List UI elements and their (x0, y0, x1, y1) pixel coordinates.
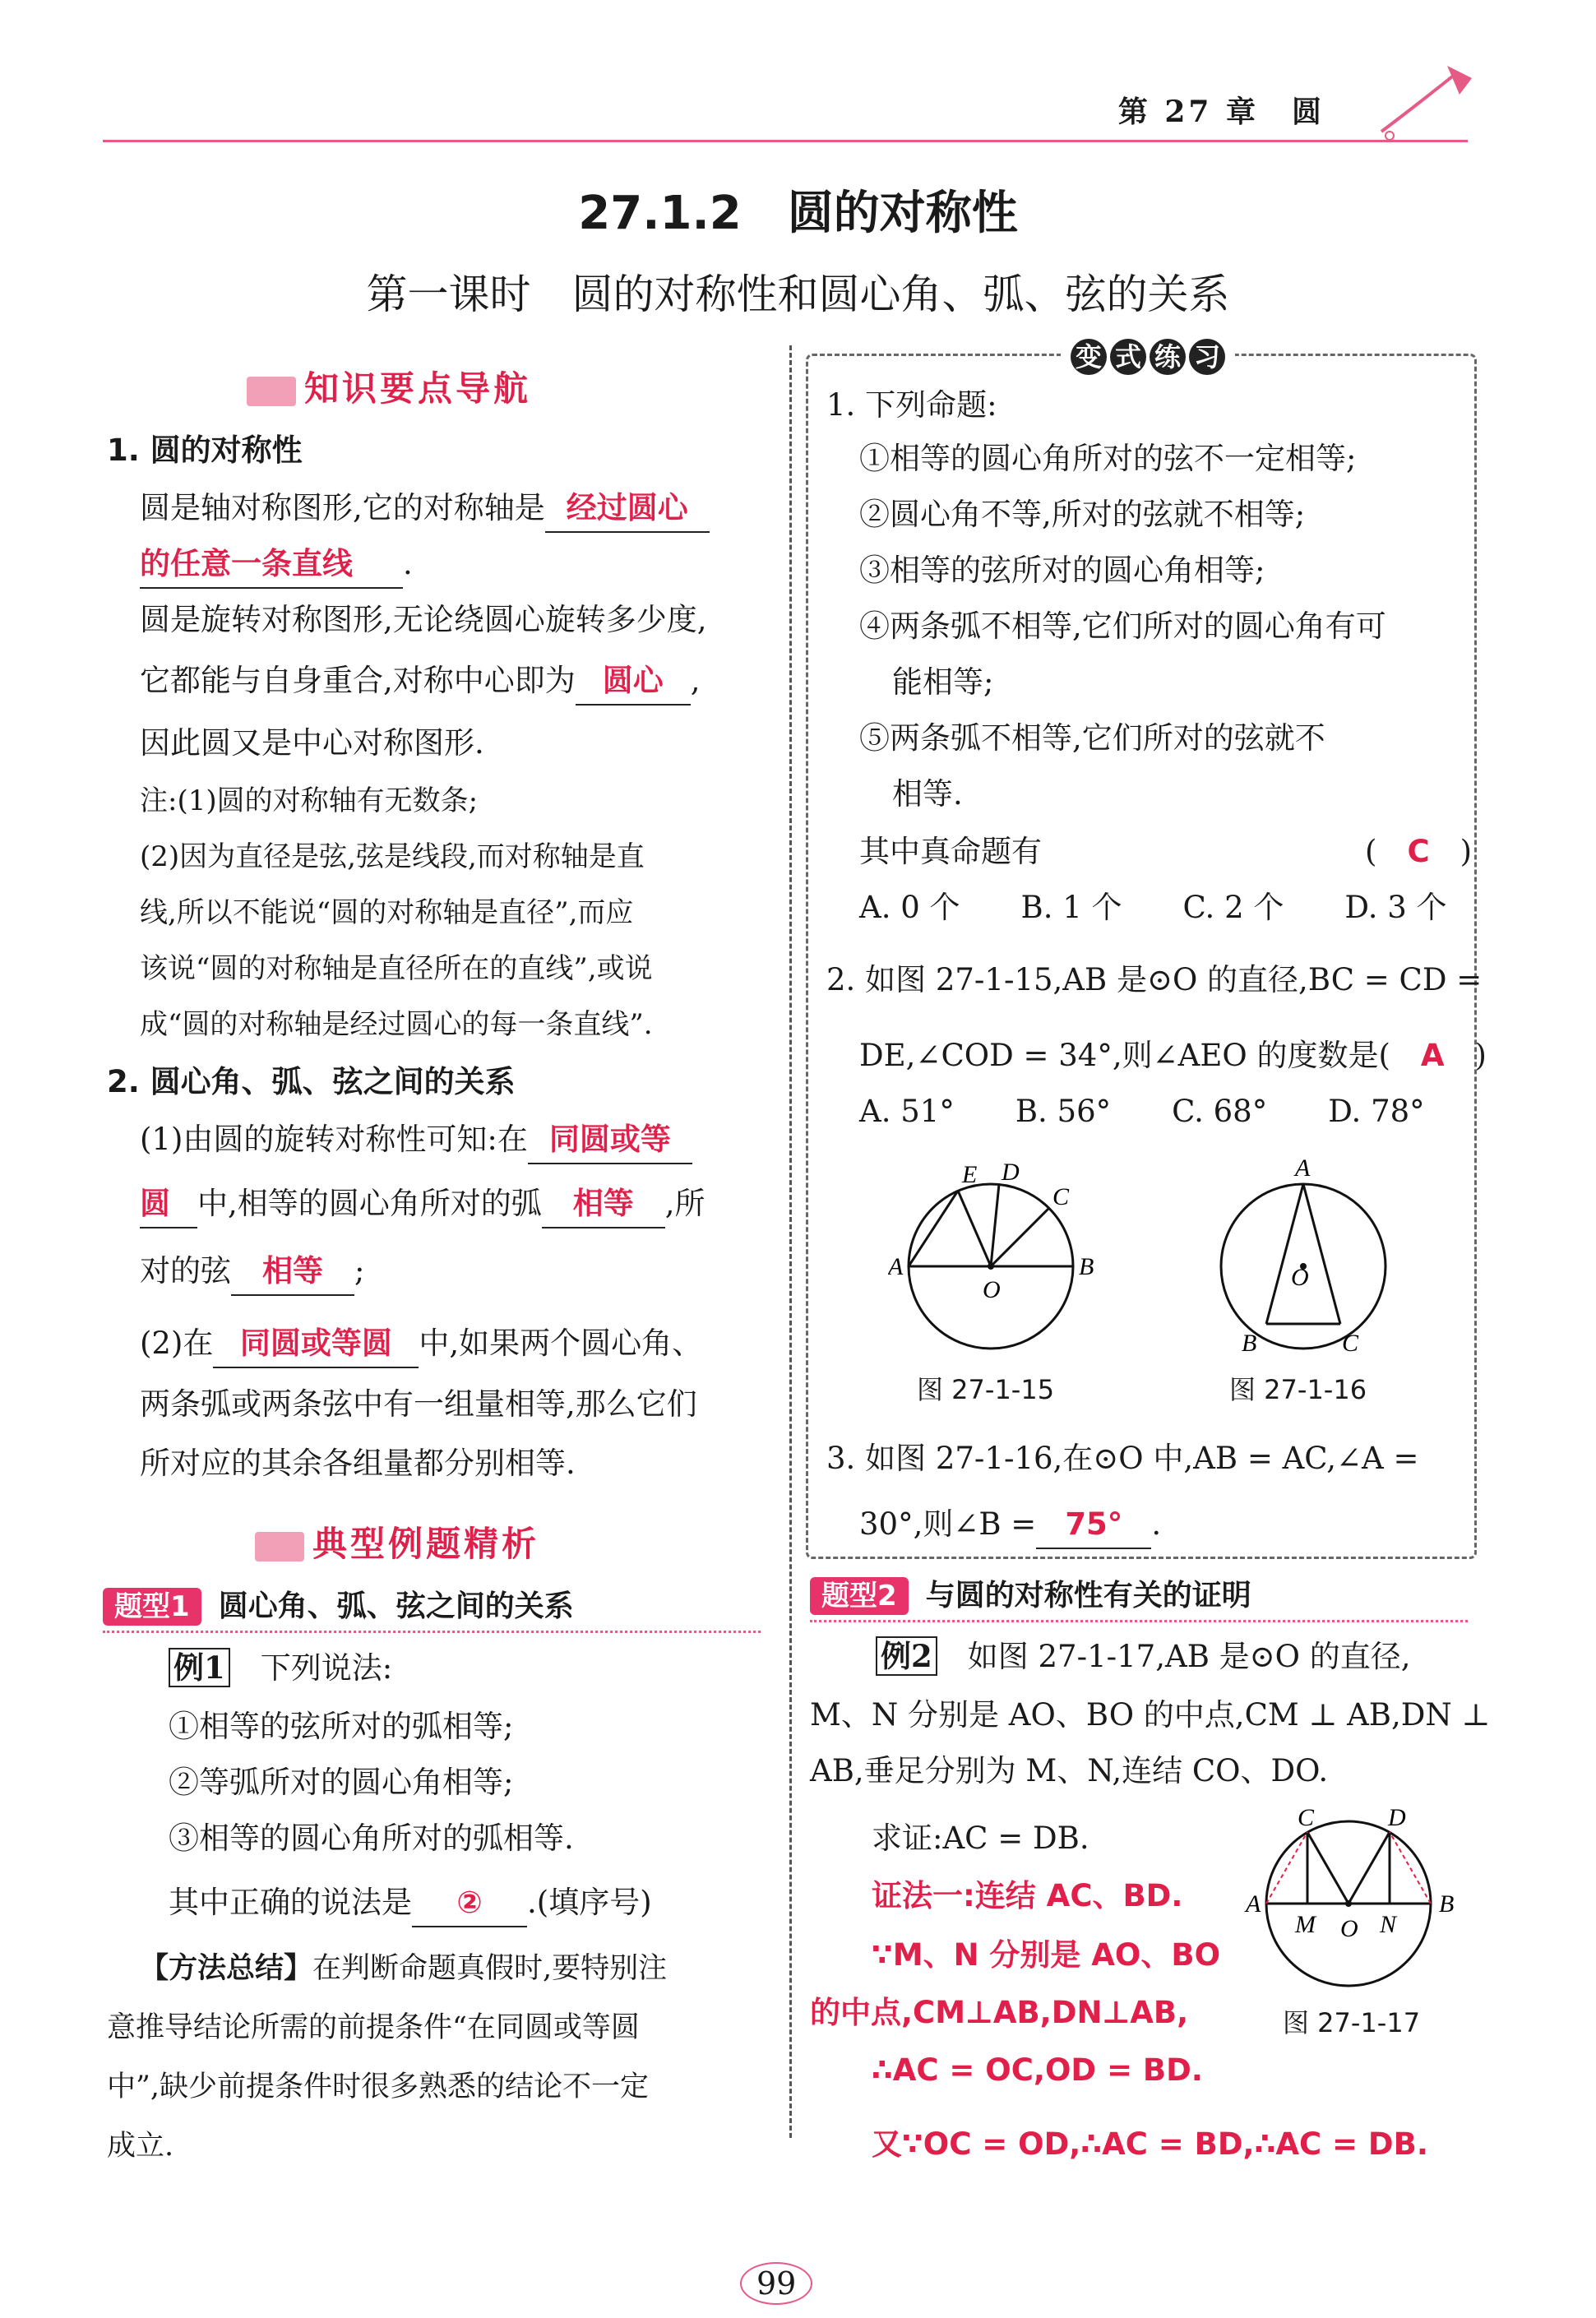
type2-badge: 题型2 (810, 1577, 909, 1615)
page-subtitle: 第一课时 圆的对称性和圆心角、弧、弦的关系 (366, 271, 1230, 318)
fig17-caption: 图 27-1-17 (1283, 2007, 1421, 2038)
type2-title: 与圆的对称性有关的证明 (925, 1579, 1251, 1612)
method-line1: 【方法总结】在判断命题真假时,要特别注 (140, 1952, 668, 1985)
svg-text:O: O (1340, 1915, 1358, 1942)
s1-line2: 圆是旋转对称图形,无论绕圆心旋转多少度, (140, 602, 707, 637)
proof-line1: 证法一:连结 AC、BD. (872, 1878, 1183, 1913)
ex2-line2: M、N 分别是 AO、BO 的中点,CM ⊥ AB,DN ⊥ (810, 1697, 1491, 1733)
svg-text:M: M (1295, 1911, 1316, 1938)
examples-section-title: 典型例题精析 (255, 1517, 539, 1566)
s2-line3: 对的弦 相等 ; (140, 1248, 364, 1296)
nav-section-title: 知识要点导航 (247, 362, 531, 411)
page-title: 27.1.2 圆的对称性 (578, 187, 1018, 240)
svg-text:C: C (1298, 1804, 1315, 1831)
q2-line1: 2. 如图 27-1-15,AB 是⊙O 的直径,BC = CD = (826, 962, 1483, 997)
chapter-header: 第 27 章 圆 (1117, 95, 1325, 129)
book-icon (247, 377, 296, 406)
ex2-line3: AB,垂足分别为 M、N,连结 CO、DO. (810, 1753, 1329, 1788)
s2-line7: 所对应的其余各组量都分别相等. (140, 1446, 576, 1481)
method-line2: 意推导结论所需的前提条件“在同圆或等圆 (107, 2011, 640, 2044)
q2-options: A. 51° B. 56° C. 68° D. 78° (859, 1094, 1425, 1129)
method-line4: 成立. (107, 2130, 174, 2163)
figure-27-1-16 (1209, 1147, 1406, 1369)
proof-line5: 又∵OC = OD,∴AC = BD,∴AC = DB. (872, 2126, 1428, 2162)
q1-ask: 其中真命题有 (859, 834, 1042, 869)
note-2a: (2)因为直径是弦,弦是线段,而对称轴是直 (140, 840, 645, 873)
header-rule (103, 140, 1468, 142)
practice-box-label: 变 式 练 习 (1061, 339, 1235, 375)
type1-badge: 题型1 (103, 1588, 201, 1626)
svg-text:B: B (1439, 1890, 1455, 1918)
method-line3: 中”,缺少前提条件时很多熟悉的结论不一定 (107, 2070, 650, 2103)
s2-line4: (2)在 同圆或等圆 中,如果两个圆心角、 (140, 1321, 702, 1368)
svg-text:N: N (1380, 1911, 1397, 1938)
ex2-line1: 例2 如图 27-1-17,AB 是⊙O 的直径, (876, 1633, 1411, 1680)
proof-line2: ∵M、N 分别是 AO、BO (872, 1937, 1221, 1973)
ex1-item2: ②等弧所对的圆心角相等; (169, 1765, 514, 1800)
figure-27-1-17 (1242, 1801, 1480, 1990)
s2-line2: 圆 中,相等的圆心角所对的弧 相等 ,所 (140, 1181, 705, 1228)
svg-text:C: C (1052, 1183, 1070, 1210)
pencil-icon (255, 1532, 304, 1562)
q3-line1: 3. 如图 27-1-16,在⊙O 中,AB = AC,∠A = (826, 1441, 1419, 1476)
proof-line4: ∴AC = OC,OD = BD. (872, 2052, 1203, 2088)
q1-item4a: ④两条弧不相等,它们所对的圆心角有可 (859, 608, 1386, 644)
proof-line3: 的中点,CM⊥AB,DN⊥AB, (810, 1995, 1189, 2030)
ex2-prove: 求证:AC = DB. (872, 1821, 1089, 1856)
ex1-question: 例1 下列说法: (169, 1645, 392, 1691)
svg-text:B: B (1242, 1330, 1257, 1357)
note-2c: 该说“圆的对称轴是直径所在的直线”,或说 (140, 952, 653, 985)
q2-line2: DE,∠COD = 34°,则∠AEO 的度数是( A ) (859, 1038, 1487, 1073)
s1-line3: 它都能与自身重合,对称中心即为 圆心 , (140, 658, 701, 706)
s1-title: 1. 圆的对称性 (107, 433, 303, 468)
q1-answer: ( C ) (1365, 834, 1473, 869)
svg-text:A: A (1246, 1890, 1261, 1918)
svg-text:D: D (1388, 1804, 1406, 1831)
s2-line6: 两条弧或两条弦中有一组量相等,那么它们 (140, 1386, 697, 1422)
svg-text:E: E (962, 1161, 978, 1188)
s1-line4: 因此圆又是中心对称图形. (140, 725, 484, 761)
fig16-caption: 图 27-1-16 (1229, 1374, 1367, 1405)
svg-text:O: O (1291, 1264, 1309, 1291)
page-number: 99 (740, 2265, 812, 2302)
note-2d: 成“圆的对称轴是经过圆心的每一条直线”. (140, 1008, 653, 1041)
ex1-item3: ③相等的圆心角所对的弧相等. (169, 1821, 574, 1856)
s1-line1b: 的任意一条直线 . (140, 541, 413, 589)
ex1-item1: ①相等的弦所对的弧相等; (169, 1709, 514, 1744)
q1-item1: ①相等的圆心角所对的弦不一定相等; (859, 441, 1357, 476)
svg-text:A: A (888, 1253, 904, 1280)
q1-item2: ②圆心角不等,所对的弦就不相等; (859, 497, 1306, 532)
note-1: 注:(1)圆的对称轴有无数条; (140, 784, 479, 817)
svg-text:O: O (983, 1276, 1001, 1303)
q1-stem: 1. 下列命题: (826, 387, 997, 423)
q1-item4b: 能相等; (892, 664, 994, 700)
q1-item5a: ⑤两条弧不相等,它们所对的弦就不 (859, 720, 1325, 756)
s2-line1: (1)由圆的旋转对称性可知:在 同圆或等 (140, 1117, 692, 1164)
svg-text:D: D (1002, 1159, 1020, 1186)
q1-options: A. 0 个 B. 1 个 C. 2 个 D. 3 个 (859, 890, 1447, 925)
q1-item3: ③相等的弦所对的圆心角相等; (859, 553, 1265, 588)
note-2b: 线,所以不能说“圆的对称轴是直径”,而应 (140, 896, 634, 929)
svg-text:C: C (1342, 1330, 1359, 1357)
pencil-decoration-icon (1365, 58, 1480, 148)
svg-text:B: B (1079, 1253, 1094, 1280)
type1-heading (103, 1583, 761, 1633)
q1-item5b: 相等. (892, 776, 963, 812)
svg-text:A: A (1295, 1154, 1311, 1182)
type2-heading (810, 1572, 1468, 1622)
s2-title: 2. 圆心角、弧、弦之间的关系 (107, 1064, 516, 1099)
q3-line2: 30°,则∠B = 75° . (859, 1501, 1161, 1549)
type1-title: 圆心角、弧、弦之间的关系 (218, 1589, 574, 1623)
fig15-caption: 图 27-1-15 (917, 1374, 1055, 1405)
column-divider (789, 345, 792, 2138)
s1-line1: 圆是轴对称图形,它的对称轴是 经过圆心 (140, 485, 710, 533)
ex1-answer-line: 其中正确的说法是 ② .(填序号) (169, 1880, 652, 1927)
figure-27-1-15 (888, 1151, 1118, 1365)
